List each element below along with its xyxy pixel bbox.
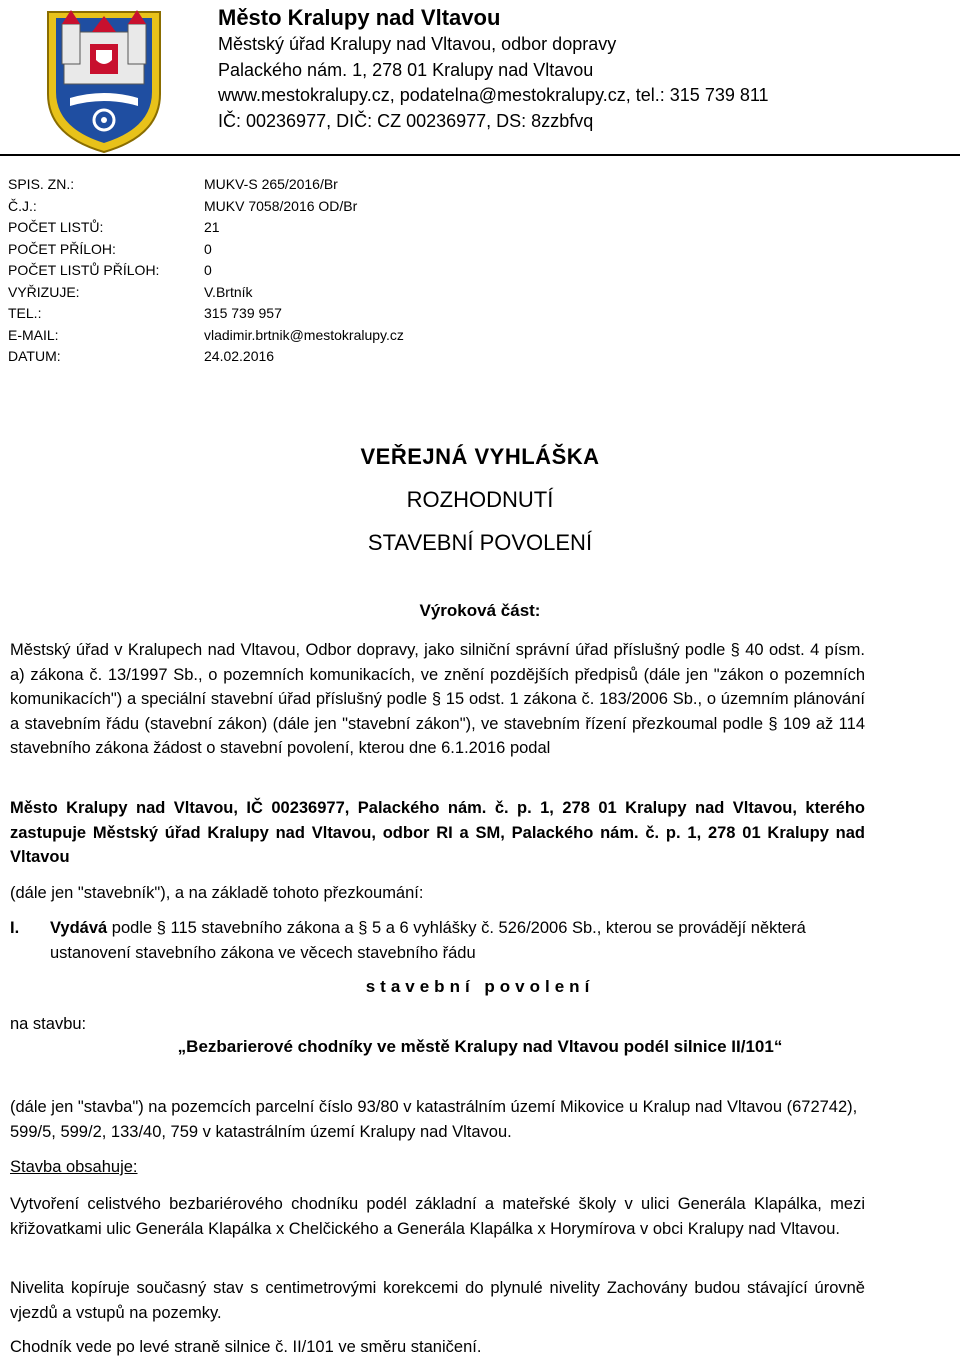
- office-ids: IČ: 00236977, DIČ: CZ 00236977, DS: 8zzbfvq: [218, 110, 594, 131]
- meta-value: vladimir.brtnik@mestokralupy.cz: [204, 326, 404, 343]
- meta-value: 315 739 957: [204, 305, 282, 321]
- meta-label: SPIS. ZN.:: [8, 176, 75, 192]
- item-number: I.: [10, 919, 20, 937]
- paragraph-stavba: (dále jen "stavba") na pozemcích parcelní číslo 93/80 v katastrálním území Mikovice u Kralup nad Vltavou (672742), 599/5, 599/2, 133/40, 759 v katastrálním území Kralupy nad Vltavou.: [10, 1098, 858, 1141]
- meta-label: Č.J.:: [8, 197, 37, 214]
- office-contacts: www.mestokralupy.cz, podatelna@mestokralupy.cz, tel.: 315 739 811: [218, 85, 769, 105]
- decision-item: [10, 916, 865, 965]
- paragraph-content-2: Nivelita kopíruje současný stav s centimetrovými korekcemi do plynulé nivelity Zachovány budou stávající úrovně vjezdů a vstupů na pozemky.: [10, 1279, 865, 1322]
- meta-value: 0: [204, 240, 212, 257]
- meta-label: POČET LISTŮ:: [8, 219, 104, 235]
- letterhead: [218, 4, 769, 134]
- item-text: podle § 115 stavebního zákona a § 5 a 6 vyhlášky č. 526/2006 Sb., kterou se provádějí některá ustanovení stavebního zákona ve věcech stavebního řádu: [50, 919, 806, 962]
- meta-label: POČET PŘÍLOH:: [8, 240, 116, 257]
- paragraph-stavebnik: (dále jen "stavebník"), a na základě tohoto přezkoumání:: [10, 884, 424, 902]
- document-subtitle-2: STAVEBNÍ POVOLENÍ: [367, 530, 593, 555]
- meta-label: DATUM:: [8, 348, 61, 364]
- paragraph-content-1: Vytvoření celistvého bezbariérového chodníku podél základní a mateřské školy v ulici Generála Klapálka, mezi křižovatkami ulic Generála Klapálka x Chelčického a Generála Klapálka x Horymírova v obci Kralupy nad Vltavou.: [10, 1195, 865, 1238]
- header-divider: [0, 154, 960, 156]
- meta-value: MUKV-S 265/2016/Br: [204, 176, 338, 192]
- paragraph-intro: Městský úřad v Kralupech nad Vltavou, Odbor dopravy, jako silniční správní úřad příslušný podle § 40 odst. 4 písm. a) zákona č. 13/1997 Sb., o pozemních komunikacích, ve znění pozdějších předpisů (dále jen "zákon o pozemních komunikacích") a speciální stavební úřad příslušný podle § 15 odst. 1 zákona č. 183/2006 Sb., o územním plánování a stavebním řádu (stavební zákon) (dále jen "stavební zákon"), ve stavebním řízení přezkoumal podle § 109 až 114 stavebního zákona žádost o stavební povolení, kterou dne 6.1.2016 podal: [10, 641, 865, 757]
- meta-label: TEL.:: [8, 305, 42, 321]
- section-heading-obsahuje: Stavba obsahuje:: [10, 1158, 138, 1176]
- document-subtitle: ROZHODNUTÍ: [406, 487, 554, 512]
- city-coat-of-arms-logo: [40, 2, 168, 154]
- construction-name: „Bezbarierové chodníky ve městě Kralupy nad Vltavou podél silnice II/101“: [177, 1037, 783, 1056]
- city-name: Město Kralupy nad Vltavou: [218, 5, 501, 30]
- paragraph-content-3: Chodník vede po levé straně silnice č. II/101 ve směru staničení.: [10, 1338, 482, 1356]
- applicant-block: Město Kralupy nad Vltavou, IČ 00236977, Palackého nám. č. p. 1, 278 01 Kralupy nad Vltavou, kterého zastupuje Městský úřad Kralupy nad Vltavou, odbor RI a SM, Palackého nám. č. p. 1, 278 01 Kralupy nad Vltavou: [10, 799, 865, 866]
- section-heading-vyrokova: Výroková část:: [419, 601, 541, 620]
- meta-label: POČET LISTŮ PŘÍLOH:: [8, 262, 160, 278]
- na-stavbu-label: na stavbu:: [10, 1015, 87, 1033]
- meta-label: VYŘIZUJE:: [8, 283, 80, 300]
- meta-value: MUKV 7058/2016 OD/Br: [204, 197, 358, 214]
- meta-value: 21: [204, 219, 220, 235]
- document-title: VEŘEJNÁ VYHLÁŠKA: [360, 444, 600, 469]
- item-verb: Vydává: [50, 919, 108, 937]
- spaced-heading: stavební povolení: [365, 977, 595, 996]
- office-name: Městský úřad Kralupy nad Vltavou, odbor dopravy: [218, 34, 617, 54]
- office-address: Palackého nám. 1, 278 01 Kralupy nad Vltavou: [218, 59, 594, 80]
- meta-value: V.Brtník: [204, 283, 253, 300]
- meta-label: E-MAIL:: [8, 326, 59, 343]
- meta-value: 0: [204, 262, 212, 278]
- meta-value: 24.02.2016: [204, 348, 275, 364]
- stavebni-povoleni-label: [0, 977, 960, 997]
